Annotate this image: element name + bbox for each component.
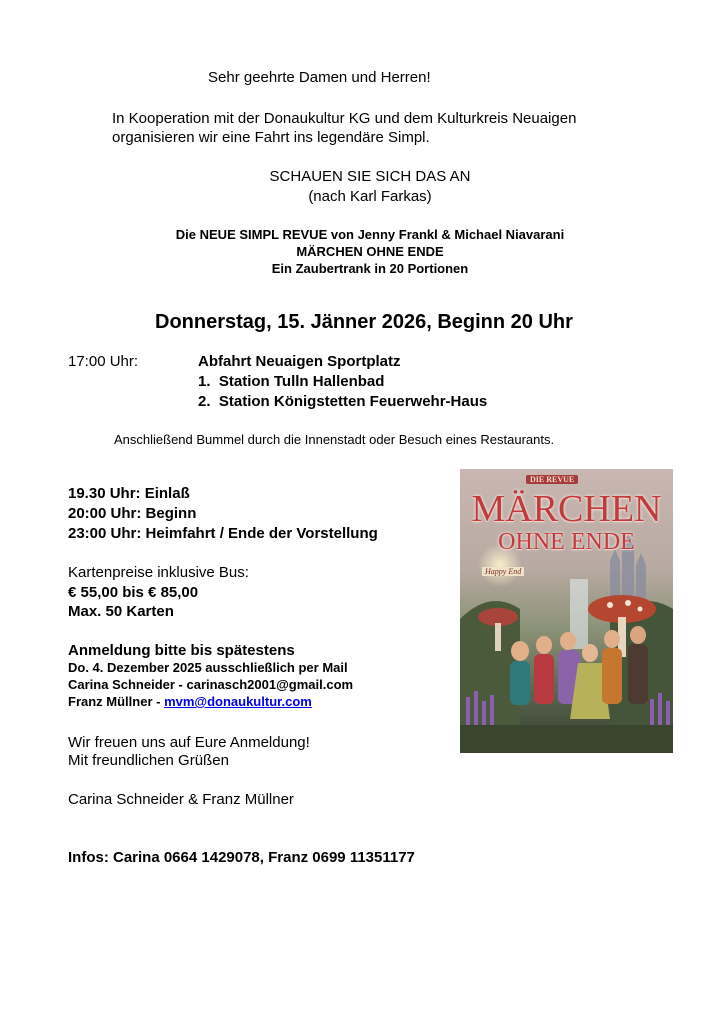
show-subtitle: Ein Zaubertrank in 20 Portionen [271,261,469,276]
intro-line-2: organisieren wir eine Fahrt ins legendäre Simpl. [112,129,430,146]
prices-heading: Kartenpreise inklusive Bus: [68,564,249,581]
poster-title-2: OHNE ENDE [498,529,635,555]
schedule-item [68,505,196,522]
show-line-1: Die NEUE SIMPL REVUE von Jenny Frankl & Michael Niavarani [175,227,565,242]
prices-range: € 55,00 bis € 85,00 [68,584,199,601]
registration-heading: Anmeldung bitte bis spätestens [68,642,295,659]
schedule-label: Heimfahrt / Ende der Vorstellung [145,525,378,542]
schedule-item [68,485,190,502]
afterwards-note: Anschließend Bummel durch die Innenstadt oder Besuch eines Restaurants. [114,432,555,447]
stop-number: 2. [198,393,211,410]
closing-line-2: Mit freundlichen Grüßen [68,752,229,769]
departure-time: 17:00 Uhr: [68,353,139,370]
contact-carina: Carina Schneider - carinasch2001@gmail.com [68,677,354,692]
stop-label: Station Königstetten Feuerwehr-Haus [218,393,488,410]
signature: Carina Schneider & Franz Müllner [68,791,294,808]
info-contacts: Infos: Carina 0664 1429078, Franz 0699 11351177 [68,849,415,866]
contact-franz-label: Franz Müllner - [68,694,165,709]
schedule-time: 20:00 Uhr: [68,505,142,522]
schedule-time: 19.30 Uhr: [68,485,141,502]
headline-line-2: (nach Karl Farkas) [308,188,432,205]
intro-line-1: In Kooperation mit der Donaukultur KG und dem Kulturkreis Neuaigen [112,110,577,127]
max-tickets: Max. 50 Karten [68,603,174,620]
schedule-label: Einlaß [144,485,190,502]
registration-deadline: Do. 4. Dezember 2025 ausschließlich per Mail [68,660,348,675]
poster-tag: Happy End [482,567,524,576]
contact-franz [68,694,312,709]
schedule-item [68,525,378,542]
poster-title-1: MÄRCHEN [471,488,662,530]
closing-line-1: Wir freuen uns auf Eure Anmeldung! [68,734,310,751]
poster-badge: DIE REVUE [526,475,578,484]
departure-start: Abfahrt Neuaigen Sportplatz [198,353,401,370]
greeting: Sehr geehrte Damen und Herren! [208,69,431,86]
event-date: Donnerstag, 15. Jänner 2026, Beginn 20 Uhr [155,311,573,333]
departure-stop-1 [198,373,384,390]
email-link[interactable]: mvm@donaukultur.com [164,694,312,709]
headline-line-1: SCHAUEN SIE SICH DAS AN [269,168,471,185]
departure-stop-2 [198,393,487,410]
stop-number: 1. [198,373,211,390]
schedule-label: Beginn [145,505,197,522]
schedule-time: 23:00 Uhr: [68,525,142,542]
show-poster [460,469,673,753]
show-title: MÄRCHEN OHNE ENDE [296,244,444,259]
stop-label: Station Tulln Hallenbad [218,373,385,390]
